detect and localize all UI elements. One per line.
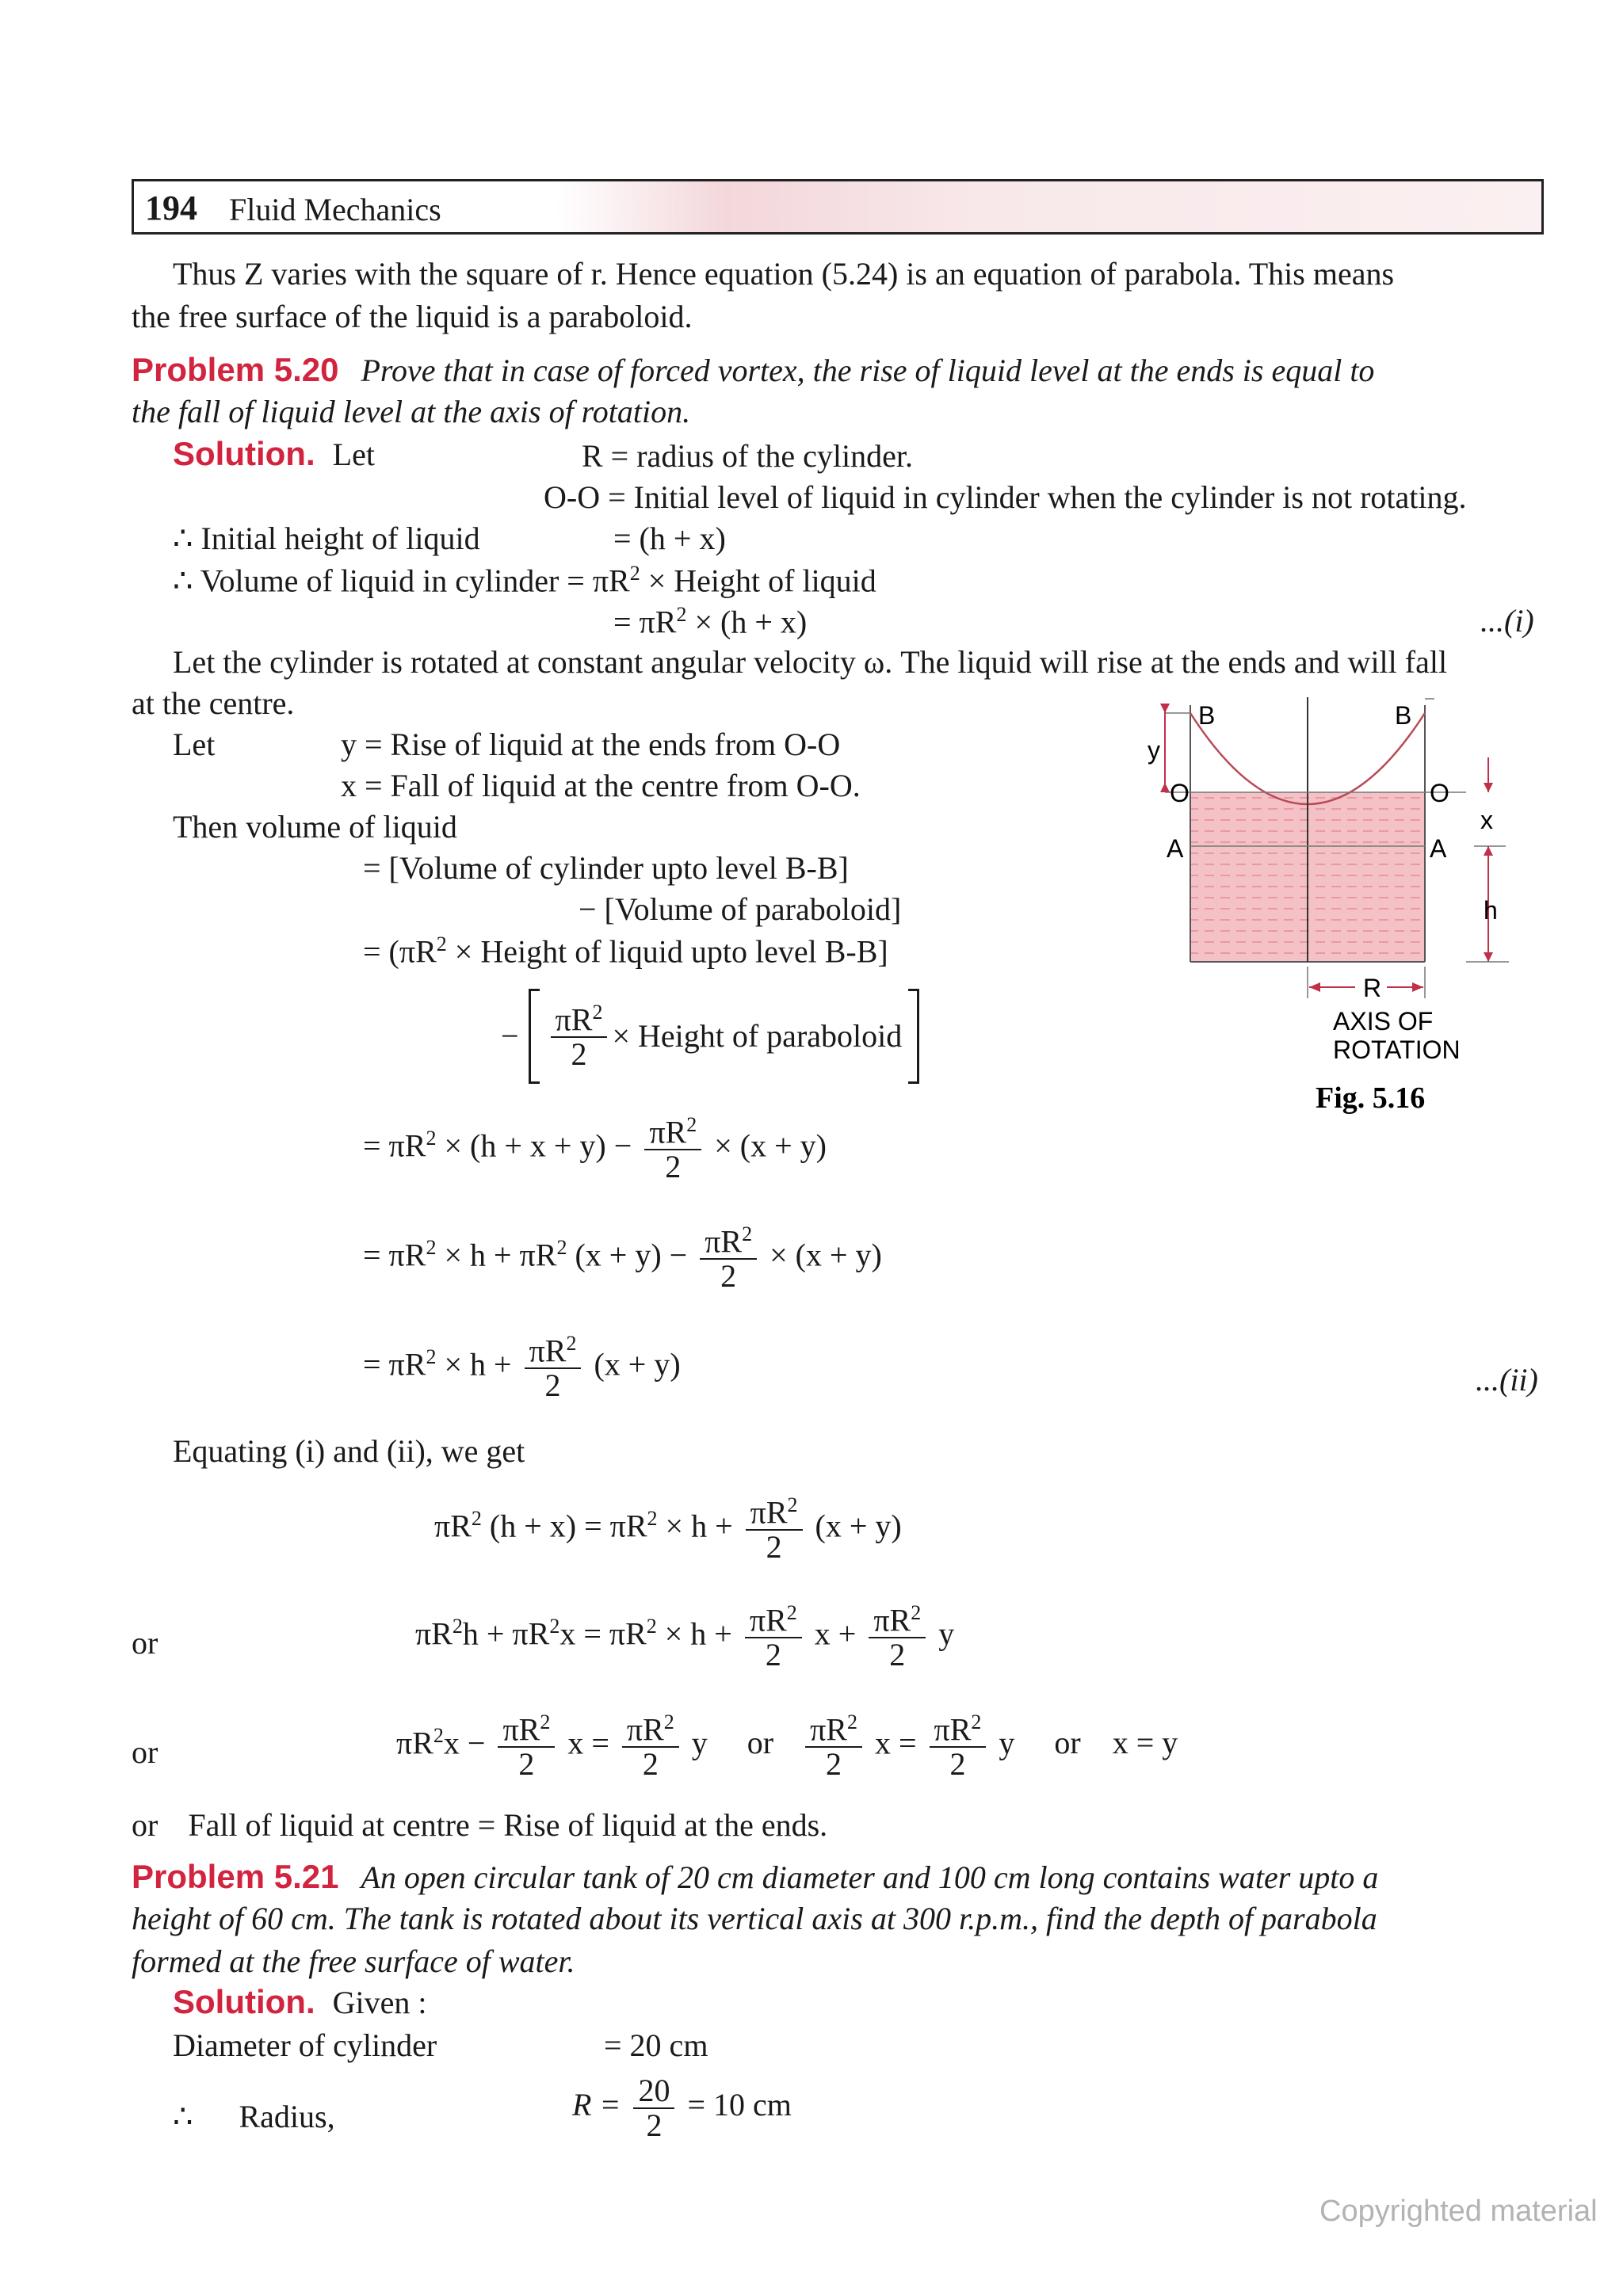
- fraction-pir2-over-2: [525, 1333, 582, 1402]
- radius-R: R =: [572, 2087, 621, 2123]
- sup-2: 2: [592, 1000, 603, 1024]
- volume-label: ∴ Volume of liquid in cylinder = πR: [173, 563, 630, 599]
- eq3-f: y: [999, 1725, 1015, 1761]
- figure-5-16: [1125, 681, 1537, 1236]
- label-O-left: O: [1170, 779, 1190, 807]
- step2-b: × h + πR: [436, 1237, 557, 1273]
- vol-line-3b: × Height of liquid upto level B-B]: [446, 933, 888, 970]
- problem-520-label: Problem 5.20: [132, 351, 339, 388]
- eq-i-tag: ...(i): [1480, 603, 1534, 639]
- step2-a: = πR: [363, 1237, 426, 1273]
- vol-line-2: − [Volume of paraboloid]: [579, 891, 902, 927]
- sup-2: 2: [742, 1222, 753, 1245]
- frac-num: πR: [705, 1223, 743, 1260]
- sup-2: 2: [540, 1711, 551, 1733]
- radius-result: = 10 cm: [687, 2087, 792, 2123]
- label-R: R: [1363, 974, 1382, 1002]
- sup-2: 2: [471, 1507, 482, 1531]
- step3-b: × h +: [436, 1346, 512, 1383]
- eq1-a: πR: [434, 1508, 472, 1544]
- fraction-20-over-2: [633, 2074, 674, 2142]
- solution-521-given: Given :: [332, 1985, 427, 2020]
- eq-ii-tag: ...(ii): [1476, 1362, 1538, 1398]
- frac-den: 2: [665, 1149, 682, 1185]
- problem-521-statement-3: formed at the free surface of water.: [132, 1943, 575, 1979]
- eq2-b: h + πR: [462, 1615, 550, 1652]
- sup-2: 2: [647, 1507, 658, 1531]
- R-arrow-right: [1412, 982, 1423, 992]
- sup-2: 2: [971, 1711, 982, 1733]
- sup-2: 2: [846, 1711, 857, 1733]
- frac-num: πR: [555, 1001, 593, 1038]
- conclusion-text: Fall of liquid at centre = Rise of liquid at the ends.: [188, 1807, 828, 1843]
- therefore-symbol: ∴: [173, 2099, 193, 2134]
- frac-num: πR: [626, 1711, 664, 1748]
- eq2-f: y: [938, 1615, 955, 1652]
- diameter-value: = 20 cm: [604, 2027, 708, 2063]
- sup-2: 2: [566, 1332, 577, 1355]
- eq2-d: × h +: [656, 1615, 732, 1652]
- sup-2: 2: [629, 562, 640, 585]
- sup-2: 2: [646, 1615, 657, 1638]
- sup-2: 2: [676, 603, 687, 626]
- step3-c: (x + y): [594, 1346, 681, 1383]
- copyright-notice: Copyrighted material: [1319, 2195, 1598, 2228]
- R-arrow-left: [1309, 982, 1320, 992]
- eq-line-3: [396, 1711, 1178, 1781]
- frac-den: 2: [571, 1036, 587, 1073]
- eq3-e: x =: [874, 1725, 917, 1761]
- label-A-right: A: [1430, 834, 1447, 863]
- figure-caption: Fig. 5.16: [1316, 1081, 1426, 1115]
- intro-line-2: the free surface of the liquid is a paraboloid.: [132, 299, 693, 334]
- problem-520-statement-1: Prove that in case of forced vortex, the rise of liquid level at the ends is equal to: [361, 353, 1375, 388]
- radius-label-row: [173, 2100, 335, 2134]
- radius-label: Radius,: [239, 2099, 335, 2134]
- frac-den: 2: [544, 1367, 561, 1404]
- step1-a: = πR: [363, 1127, 426, 1164]
- sup-2: 2: [686, 1113, 697, 1136]
- eq1-b: (h + x) = πR: [481, 1508, 647, 1544]
- sup-2: 2: [786, 1601, 797, 1624]
- fraction-pir2-over-2: [869, 1602, 926, 1672]
- page-header: [132, 179, 1544, 235]
- bracket-term: [501, 989, 919, 1084]
- radius-num: 20: [633, 2074, 674, 2109]
- frac-den: 2: [889, 1637, 906, 1673]
- problem-521-statement-1: An open circular tank of 20 cm diameter and 100 cm long contains water upto a: [361, 1859, 1379, 1895]
- fraction-pir2-over-2: [745, 1602, 802, 1672]
- eq3-or-2: or: [1054, 1725, 1081, 1761]
- or-3: or: [132, 1807, 158, 1843]
- vol-line-3: [363, 933, 888, 969]
- problem-520-heading: [132, 352, 1374, 388]
- fraction-pir2-over-2: [805, 1711, 862, 1781]
- fraction-pir2-over-2: [930, 1711, 987, 1781]
- let-2: Let: [173, 727, 216, 762]
- sup-2: 2: [433, 1724, 444, 1748]
- frac-den: 2: [720, 1258, 737, 1295]
- volume-line: [173, 563, 876, 598]
- eq3-g: x = y: [1112, 1725, 1178, 1761]
- step1-c: × (x + y): [714, 1127, 827, 1164]
- def-x: x = Fall of liquid at the centre from O-O.: [341, 768, 861, 803]
- axis-label-1: AXIS OF: [1333, 1007, 1434, 1035]
- label-y: y: [1148, 736, 1160, 765]
- volume-rest: × Height of liquid: [640, 563, 876, 599]
- sup-2: 2: [787, 1493, 798, 1516]
- volume-eq2-a: = πR: [613, 604, 677, 640]
- minus-sign: −: [501, 1018, 519, 1054]
- problem-521-heading: [132, 1859, 1378, 1895]
- h-arrow-bottom: [1484, 952, 1493, 962]
- step3-a: = πR: [363, 1346, 426, 1383]
- eq3-or: or: [747, 1725, 774, 1761]
- rotate-line-2: at the centre.: [132, 685, 295, 721]
- volume-eq2-b: × (h + x): [686, 604, 808, 640]
- eq3-a: πR: [396, 1725, 433, 1761]
- x-arrow-top: [1484, 783, 1493, 792]
- y-arrow-top: [1160, 704, 1170, 713]
- fraction-pir2-over-2: [622, 1711, 679, 1781]
- vol-line-3a: = (πR: [363, 933, 437, 970]
- conclusion-line: [132, 1808, 827, 1843]
- step-3: [363, 1333, 681, 1402]
- eq3-b: x −: [443, 1725, 486, 1761]
- label-B-right: B: [1395, 701, 1412, 730]
- frac-den: 2: [826, 1746, 842, 1783]
- step-1: [363, 1114, 827, 1184]
- page-number: 194: [145, 189, 197, 227]
- step2-d: × (x + y): [769, 1237, 882, 1273]
- sup-2: 2: [436, 933, 447, 955]
- right-bracket: [908, 989, 919, 1084]
- frac-num: πR: [649, 1114, 687, 1150]
- frac-num: πR: [934, 1711, 972, 1748]
- solution-520-line: [173, 436, 375, 472]
- problem-521-statement-2: height of 60 cm. The tank is rotated about its vertical axis at 300 r.p.m., find the depth of parabola: [132, 1901, 1377, 1936]
- fraction-pir2-over-2: [551, 1001, 608, 1071]
- frac-num: πR: [502, 1711, 540, 1748]
- label-h: h: [1484, 896, 1498, 925]
- frac-den: 2: [766, 1529, 782, 1566]
- fraction-pir2-over-2: [644, 1114, 701, 1184]
- init-height-value: = (h + x): [613, 521, 726, 556]
- frac-den: 2: [765, 1637, 781, 1673]
- book-title: Fluid Mechanics: [229, 192, 441, 227]
- label-x: x: [1480, 806, 1493, 834]
- label-O-right: O: [1430, 779, 1449, 807]
- solution-521-label: Solution.: [173, 1983, 315, 2020]
- problem-520-statement-2: the fall of liquid level at the axis of rotation.: [132, 394, 691, 429]
- fraction-pir2-over-2: [700, 1223, 757, 1293]
- eq-line-1: [434, 1494, 902, 1564]
- frac-den: 2: [949, 1746, 966, 1783]
- frac-num: πR: [750, 1494, 788, 1531]
- sup-2: 2: [663, 1711, 674, 1733]
- init-height-label: ∴ Initial height of liquid: [173, 521, 480, 556]
- eq2-c: x = πR: [559, 1615, 647, 1652]
- step-2: [363, 1223, 882, 1293]
- eq1-c: × h +: [657, 1508, 733, 1544]
- sup-2: 2: [556, 1236, 567, 1260]
- h-arrow-top: [1484, 846, 1493, 856]
- eq3-c: x =: [567, 1725, 609, 1761]
- solution-521-line: [173, 1984, 427, 2020]
- rotate-line-1: Let the cylinder is rotated at constant angular velocity ω. The liquid will rise at the ends and will fall: [173, 644, 1448, 680]
- solution-520-let: Let: [332, 437, 375, 472]
- equating-line: Equating (i) and (ii), we get: [173, 1433, 525, 1469]
- vol-line-1: = [Volume of cylinder upto level B-B]: [363, 850, 849, 886]
- y-arrow-bottom: [1160, 783, 1170, 792]
- or-2: or: [132, 1734, 158, 1770]
- frac-num: πR: [529, 1333, 567, 1369]
- sup-2: 2: [549, 1615, 560, 1638]
- sup-2: 2: [911, 1601, 922, 1624]
- step2-c: (x + y) −: [567, 1237, 688, 1273]
- intro-line-1: Thus Z varies with the square of r. Hence equation (5.24) is an equation of parabola. This means: [173, 256, 1395, 292]
- sup-2: 2: [426, 1127, 437, 1150]
- problem-521-label: Problem 5.21: [132, 1858, 339, 1895]
- step1-b: × (h + x + y) −: [436, 1127, 632, 1164]
- radius-equation: [572, 2074, 792, 2142]
- eq3-d: y: [691, 1725, 708, 1761]
- frac-num: πR: [810, 1711, 847, 1748]
- eq2-e: x +: [814, 1615, 857, 1652]
- frac-num: πR: [873, 1602, 911, 1638]
- radius-den: 2: [646, 2107, 663, 2143]
- fraction-pir2-over-2: [746, 1494, 803, 1564]
- sup-2: 2: [426, 1345, 437, 1369]
- frac-num: πR: [749, 1602, 787, 1638]
- sup-2: 2: [426, 1236, 437, 1260]
- diameter-label: Diameter of cylinder: [173, 2027, 437, 2063]
- frac-den: 2: [642, 1746, 659, 1783]
- then-volume: Then volume of liquid: [173, 809, 457, 845]
- label-A-left: A: [1167, 834, 1184, 863]
- eq2-a: πR: [415, 1615, 453, 1652]
- def-OO: O-O = Initial level of liquid in cylinder when the cylinder is not rotating.: [544, 479, 1467, 515]
- or-1: or: [132, 1625, 158, 1661]
- sup-2: 2: [452, 1615, 463, 1638]
- fraction-pir2-over-2: [498, 1711, 555, 1781]
- label-B-left: B: [1198, 701, 1216, 730]
- volume-eq2: [613, 604, 807, 639]
- height-paraboloid: × Height of paraboloid: [612, 1018, 903, 1054]
- frac-den: 2: [518, 1746, 535, 1783]
- def-y: y = Rise of liquid at the ends from O-O: [341, 727, 841, 762]
- left-bracket: [529, 989, 540, 1084]
- solution-520-label: Solution.: [173, 435, 315, 472]
- eq-line-2: [415, 1602, 954, 1672]
- eq1-d: (x + y): [815, 1508, 902, 1544]
- def-R: R = radius of the cylinder.: [582, 438, 914, 474]
- axis-label-2: ROTATION: [1333, 1035, 1461, 1064]
